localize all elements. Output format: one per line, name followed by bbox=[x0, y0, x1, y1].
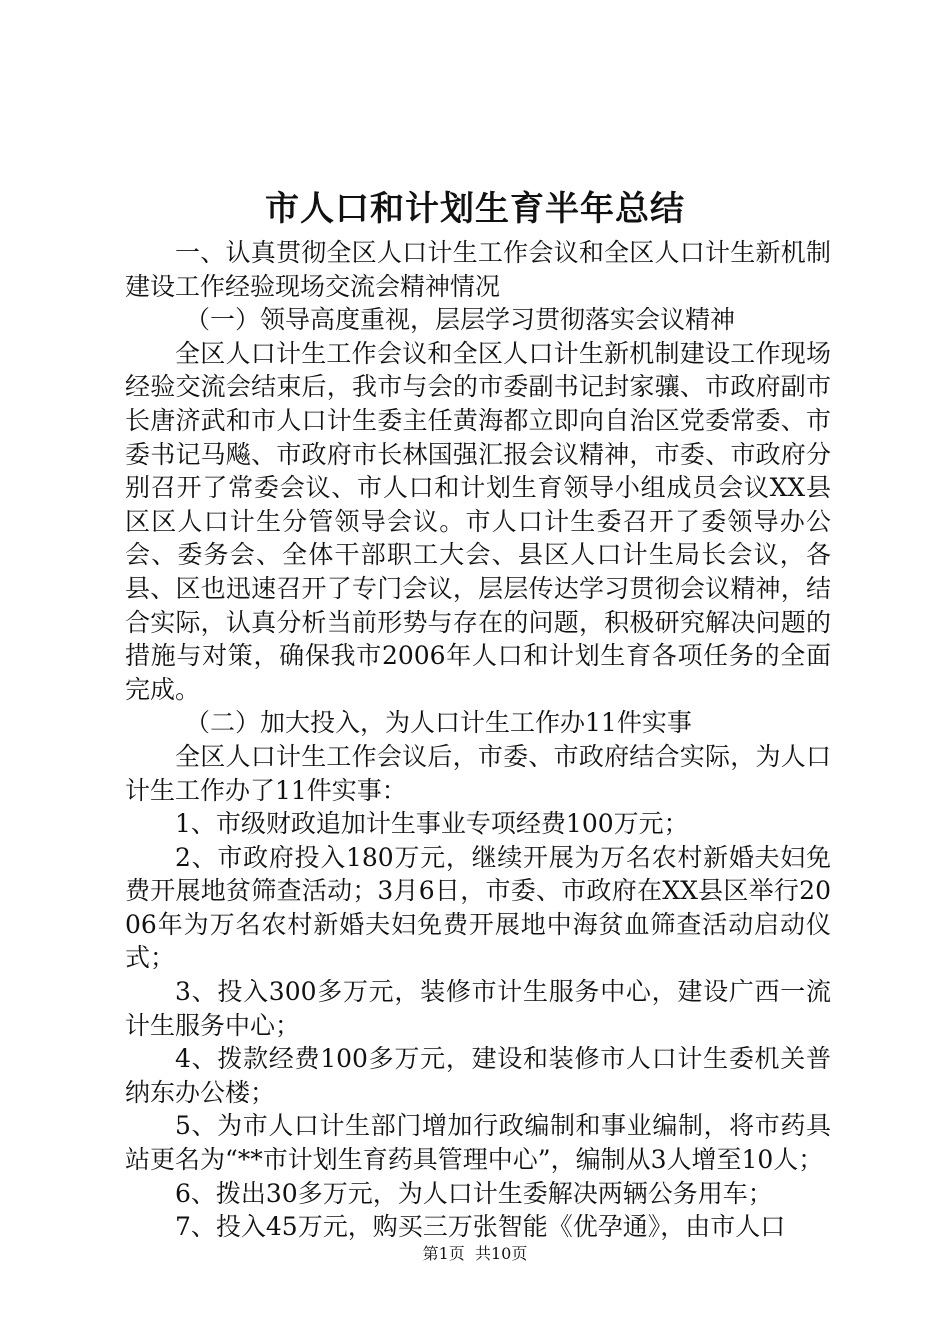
body-paragraph: 全区人口计生工作会议和全区人口计生新机制建设工作现场经验交流会结束后，我市与会的市委副书记封家骧、市政府副市长唐济武和市人口计生委主任黄海都立即向自治区党委常委、市委书记马飚、市政府市长林国强汇报会议精神，市委、市政府分别召开了常委会议、市人口和计划生育领导小组成员会议XX县区区人口计生分管领导会议。市人口计生委召开了委领导办公会、委务会、全体干部职工大会、县区人口计生局长会议，各县、区也迅速召开了专门会议，层层传达学习贯彻会议精神，结合实际，认真分析当前形势与存在的问题，积极研究解决问题的措施与对策，确保我市2006年人口和计划生育各项任务的全面完成。 bbox=[125, 338, 831, 704]
body-paragraph: 全区人口计生工作会议后，市委、市政府结合实际，为人口计生工作办了11件实事： bbox=[125, 741, 831, 805]
list-item: 1、市级财政追加计生事业专项经费100万元； bbox=[175, 809, 689, 839]
list-item: 7、投入45万元，购买三万张智能《优孕通》，由市人口 bbox=[175, 1212, 786, 1242]
document-body bbox=[125, 236, 831, 1244]
list-item: 6、拨出30多万元，为人口计生委解决两辆公务用车； bbox=[175, 1178, 773, 1208]
section-heading: 一、认真贯彻全区人口计生工作会议和全区人口计生新机制建设工作经验现场交流会精神情况 bbox=[125, 238, 831, 301]
page-number: 第1页 bbox=[422, 1244, 465, 1263]
page-total: 共10页 bbox=[474, 1244, 528, 1263]
list-item: 5、为市人口计生部门增加行政编制和事业编制，将市药具站更名为“**市计划生育药具管理中心”，编制从3人增至10人； bbox=[125, 1111, 831, 1175]
subsection-heading: （二）加大投入，为人口计生工作办11件实事 bbox=[185, 708, 692, 738]
list-item: 2、市政府投入180万元，继续开展为万名农村新婚夫妇免费开展地贫筛查活动；3月6日，市委、市政府在XX县区举行2006年为万名农村新婚夫妇免费开展地中海贫血筛查活动启动仪式； bbox=[125, 842, 831, 973]
subsection-heading: （一）领导高度重视，层层学习贯彻落实会议精神 bbox=[185, 305, 736, 335]
list-item: 3、投入300多万元，装修市计生服务中心，建设广西一流计生服务中心； bbox=[125, 977, 831, 1040]
list-item: 4、拨款经费100多万元，建设和装修市人口计生委机关普纳东办公楼； bbox=[125, 1044, 831, 1107]
document-title: 市人口和计划生育半年总结 bbox=[265, 189, 685, 229]
page-footer bbox=[0, 1243, 950, 1265]
